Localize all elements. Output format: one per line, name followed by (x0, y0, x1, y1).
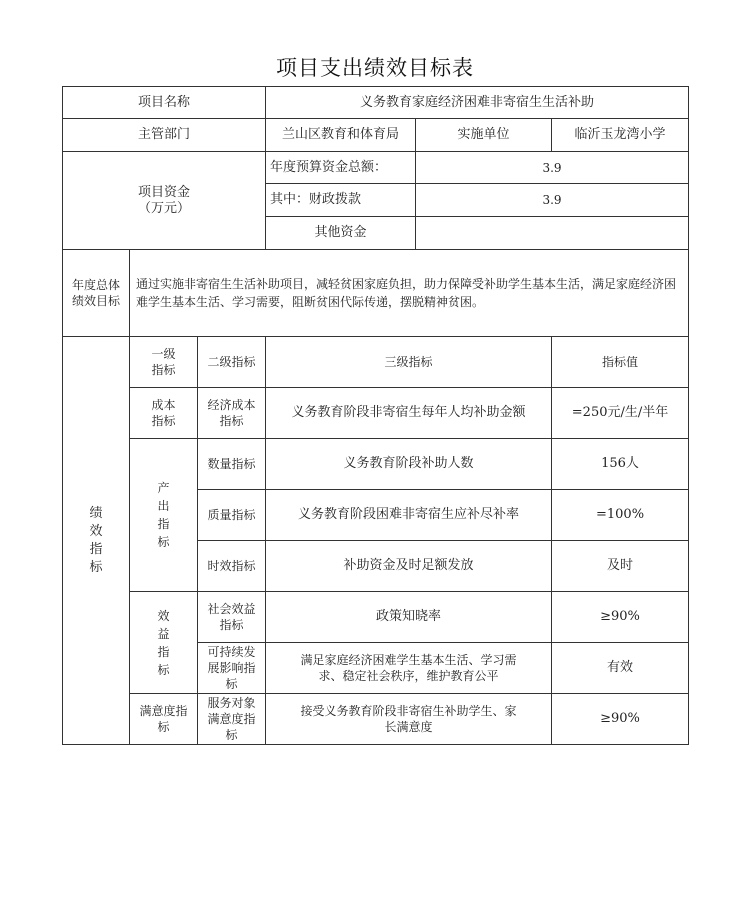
funds-fiscal-label: 其中：财政拨款 (266, 184, 416, 217)
table-row (63, 439, 689, 490)
indicator-level3: 义务教育阶段非寄宿生每年人均补助金额 (266, 388, 552, 439)
indicator-level3: 义务教育阶段困难非寄宿生应补尽补率 (266, 490, 552, 541)
satisfaction-level1: 满意度指 标 (130, 694, 198, 745)
indicator-value: 156人 (552, 439, 689, 490)
indicator-value: =250元/生/半年 (552, 388, 689, 439)
project-name-value: 义务教育家庭经济困难非寄宿生生活补助 (266, 87, 689, 119)
table-row (63, 87, 689, 119)
indicator-level2: 质量指标 (198, 490, 266, 541)
cost-level1: 成本 指标 (130, 388, 198, 439)
table-row (63, 337, 689, 388)
funds-other-label: 其他资金 (266, 217, 416, 250)
indicators-section-label: 绩 效 指 标 (63, 337, 130, 745)
indicator-value: 有效 (552, 643, 689, 694)
header-level2: 二级指标 (198, 337, 266, 388)
indicator-value: =100% (552, 490, 689, 541)
indicator-level2: 服务对象 满意度指 标 (198, 694, 266, 745)
indicator-level3: 政策知晓率 (266, 592, 552, 643)
goal-text: 通过实施非寄宿生生活补助项目，减轻贫困家庭负担，助力保障受补助学生基本生活，满足家庭经济困难学生基本生活、学习需要，阻断贫困代际传递，摆脱精神贫困。 (130, 250, 689, 337)
benefit-level1: 效 益 指 标 (130, 592, 198, 694)
indicator-level2: 数量指标 (198, 439, 266, 490)
indicator-level3: 补助资金及时足额发放 (266, 541, 552, 592)
dept-label: 主管部门 (63, 119, 266, 152)
funds-fiscal-value: 3.9 (416, 184, 689, 217)
unit-value: 临沂玉龙湾小学 (552, 119, 689, 152)
indicator-level2: 经济成本 指标 (198, 388, 266, 439)
indicator-value: ≥90% (552, 592, 689, 643)
table-row (63, 694, 689, 745)
funds-total-label: 年度预算资金总额： (266, 152, 416, 184)
indicator-level3: 接受义务教育阶段非寄宿生补助学生、家 长满意度 (266, 694, 552, 745)
unit-label: 实施单位 (416, 119, 552, 152)
indicator-level2: 时效指标 (198, 541, 266, 592)
table-row (63, 592, 689, 643)
funds-label: 项目资金 （万元） (63, 152, 266, 250)
indicator-value: 及时 (552, 541, 689, 592)
output-level1: 产 出 指 标 (130, 439, 198, 592)
page-title: 项目支出绩效目标表 (276, 56, 474, 80)
header-level1: 一级 指标 (130, 337, 198, 388)
project-name-label: 项目名称 (63, 87, 266, 119)
indicator-level3: 满足家庭经济困难学生基本生活、学习需 求、稳定社会秩序，维护教育公平 (266, 643, 552, 694)
goal-label: 年度总体 绩效目标 (63, 250, 130, 337)
indicator-level2: 社会效益 指标 (198, 592, 266, 643)
performance-table (62, 86, 689, 745)
header-level3: 三级指标 (266, 337, 552, 388)
dept-value: 兰山区教育和体育局 (266, 119, 416, 152)
indicator-value: ≥90% (552, 694, 689, 745)
indicator-level2: 可持续发 展影响指 标 (198, 643, 266, 694)
funds-total-value: 3.9 (416, 152, 689, 184)
table-row (63, 388, 689, 439)
header-value: 指标值 (552, 337, 689, 388)
indicator-level3: 义务教育阶段补助人数 (266, 439, 552, 490)
table-row (63, 152, 689, 184)
table-row (63, 119, 689, 152)
table-row (63, 250, 689, 337)
funds-other-value (416, 217, 689, 250)
